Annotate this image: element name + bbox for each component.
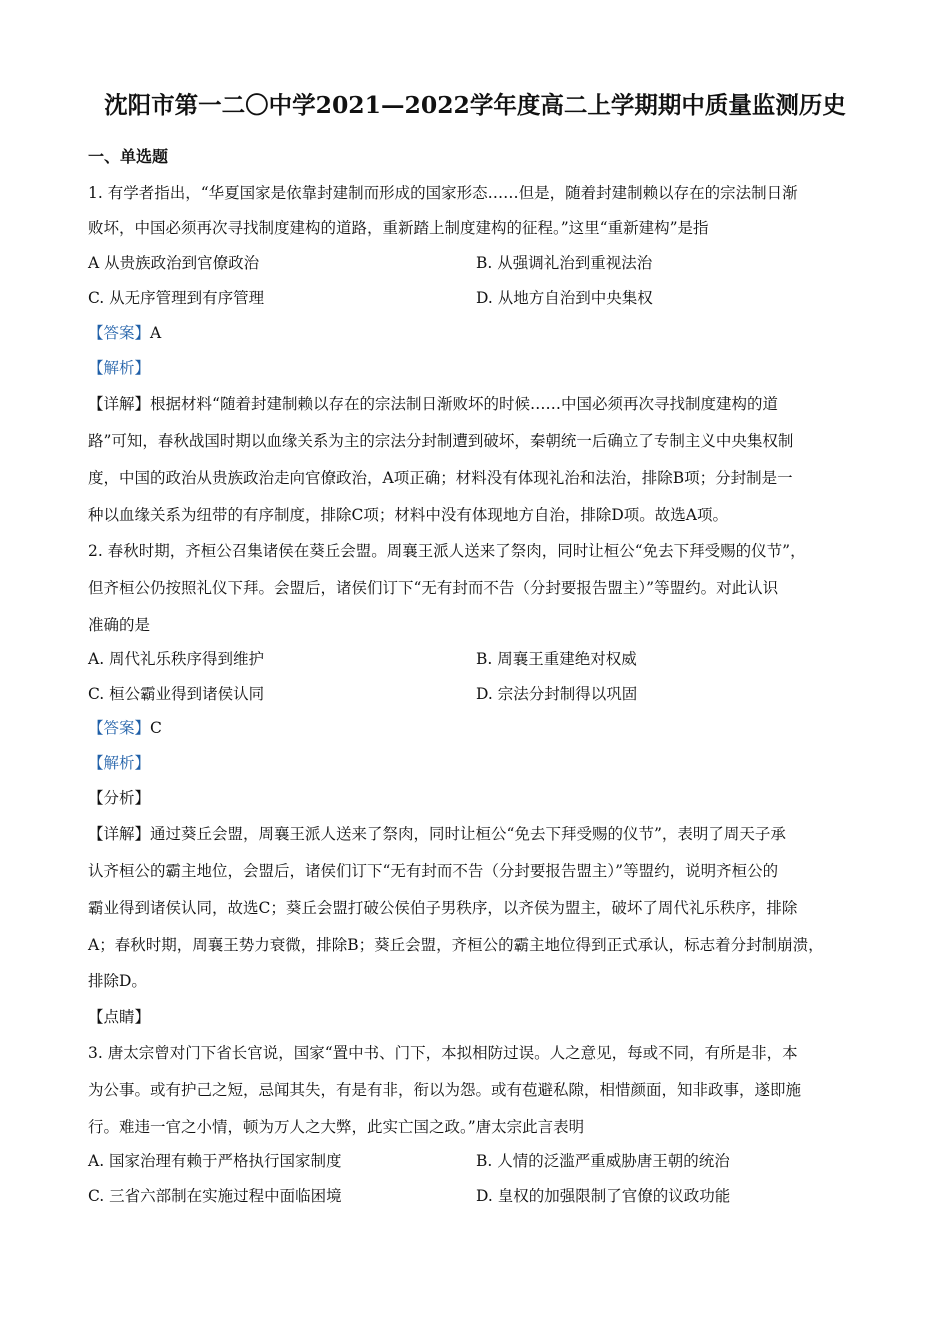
detail-text: 通过葵丘会盟，周襄王派人送来了祭肉，同时让桓公“免去下拜受赐的仪节”，表明了周天子承 xyxy=(150,825,786,843)
q1-stem-line-1: 1. 有学者指出，“华夏国家是依靠封建制而形成的国家形态……但是，随着封建制赖以存在的宗法制日渐 xyxy=(88,184,798,202)
detail-tag: 【详解】 xyxy=(88,825,151,843)
q3-option-d: D. 皇权的加强限制了官僚的议政功能 xyxy=(476,1187,731,1205)
q3-stem-line-3: 行。难违一官之小情，顿为万人之大弊，此实亡国之政。”唐太宗此言表明 xyxy=(88,1118,585,1136)
q3-option-a: A. 国家治理有赖于严格执行国家制度 xyxy=(88,1152,342,1170)
q3-stem-line-1: 3. 唐太宗曾对门下省长官说，国家“置中书、门下，本拟相防过误。人之意见，每或不同，有所是非，本 xyxy=(88,1044,798,1062)
document-title: 沈阳市第一二〇中学2021—2022学年度高二上学期期中质量监测历史 xyxy=(104,91,846,119)
q1-detail-line-4: 种以血缘关系为纽带的有序制度，排除C项；材料中没有体现地方自治，排除D项。故选A项。 xyxy=(88,506,728,524)
q2-fenxi-tag: 【分析】 xyxy=(88,789,151,807)
detail-tag: 【详解】 xyxy=(88,395,151,413)
q2-option-a: A. 周代礼乐秩序得到维护 xyxy=(88,650,265,668)
q2-analysis-tag: 【解析】 xyxy=(88,754,151,772)
q2-option-b: B. 周襄王重建绝对权威 xyxy=(476,650,637,668)
q1-detail-line-1 xyxy=(88,393,778,415)
q1-option-c: C. 从无序管理到有序管理 xyxy=(88,289,265,307)
q1-option-a: A 从贵族政治到官僚政治 xyxy=(88,254,260,272)
q2-detail-line-2: 认齐桓公的霸主地位，会盟后，诸侯们订下“无有封而不告（分封要报告盟主）”等盟约，说明齐桓公的 xyxy=(88,862,779,880)
q1-detail-line-3: 度，中国的政治从贵族政治走向官僚政治，A项正确；材料没有体现礼治和法治，排除B项；分封制是一 xyxy=(88,469,793,487)
q2-option-c: C. 桓公霸业得到诸侯认同 xyxy=(88,685,265,703)
q1-analysis-tag: 【解析】 xyxy=(88,359,151,377)
answer-value: C xyxy=(150,719,162,737)
answer-tag: 【答案】 xyxy=(88,324,151,342)
q2-detail-line-5: 排除D。 xyxy=(88,972,147,990)
answer-value: A xyxy=(150,324,162,342)
q2-option-d: D. 宗法分封制得以巩固 xyxy=(476,685,638,703)
q2-answer xyxy=(88,717,162,739)
detail-text: 根据材料“随着封建制赖以存在的宗法制日渐败坏的时候……中国必须再次寻找制度建构的道 xyxy=(150,395,778,413)
q1-answer xyxy=(88,322,161,344)
q2-stem-line-1: 2. 春秋时期，齐桓公召集诸侯在葵丘会盟。周襄王派人送来了祭肉，同时让桓公“免去下拜受赐的仪节”， xyxy=(88,542,806,560)
q2-detail-line-3: 霸业得到诸侯认同，故选C；葵丘会盟打破公侯伯子男秩序，以齐侯为盟主，破坏了周代礼乐秩序，排除 xyxy=(88,899,798,917)
section-heading: 一、单选题 xyxy=(88,147,169,166)
q1-option-d: D. 从地方自治到中央集权 xyxy=(476,289,653,307)
q3-option-c: C. 三省六部制在实施过程中面临困境 xyxy=(88,1187,342,1205)
q1-stem-line-2: 败坏，中国必须再次寻找制度建构的道路，重新踏上制度建构的征程。”这里“重新建构”是指 xyxy=(88,219,709,237)
answer-tag: 【答案】 xyxy=(88,719,151,737)
q2-stem-line-3: 准确的是 xyxy=(88,616,151,634)
q2-detail-line-1 xyxy=(88,823,786,845)
q2-dianjing-tag: 【点睛】 xyxy=(88,1008,151,1026)
q1-detail-line-2: 路”可知，春秋战国时期以血缘关系为主的宗法分封制遭到破坏，秦朝统一后确立了专制主义中央集权制 xyxy=(88,432,794,450)
q3-option-b: B. 人情的泛滥严重威胁唐王朝的统治 xyxy=(476,1152,730,1170)
q3-stem-line-2: 为公事。或有护己之短，忌闻其失，有是有非，衔以为怨。或有苞避私隙，相惜颜面，知非政事，遂即施 xyxy=(88,1081,802,1099)
q1-option-b: B. 从强调礼治到重视法治 xyxy=(476,254,653,272)
q2-stem-line-2: 但齐桓公仍按照礼仪下拜。会盟后，诸侯们订下“无有封而不告（分封要报告盟主）”等盟约。对此认识 xyxy=(88,579,779,597)
q2-detail-line-4: A；春秋时期，周襄王势力衰微，排除B；葵丘会盟，齐桓公的霸主地位得到正式承认，标志着分封制崩溃， xyxy=(88,936,824,954)
